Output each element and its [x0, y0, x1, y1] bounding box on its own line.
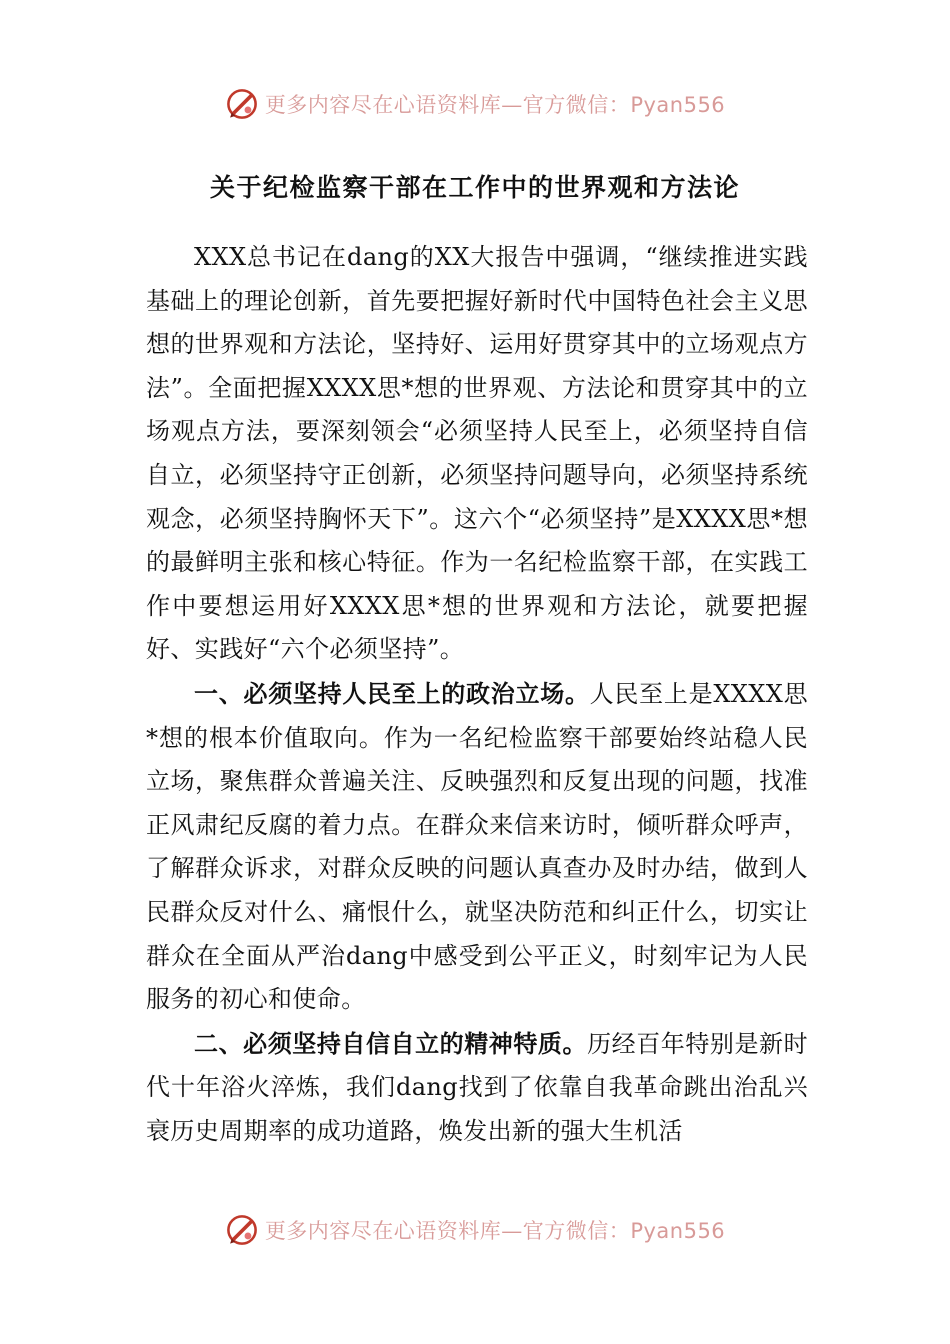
- banner-text: 更多内容尽在心语资料库—官方微信：Pyan556: [264, 93, 726, 117]
- banner-text: 更多内容尽在心语资料库—官方微信：Pyan556: [264, 1219, 726, 1243]
- paragraph-text: XXX总书记在dang的XX大报告中强调，“继续推进实践基础上的理论创新，首先要把握好新时代中国特色社会主义思想的世界观和方法论，坚持好、运用好贯穿其中的立场观点方法”。全面把握XXXX思*想的世界观、方法论和贯穿其中的立场观点方法，要深刻领会“必须坚持人民至上，必须坚持自信自立，必须坚持守正创新，必须坚持问题导向，必须坚持系统观念，必须坚持胸怀天下”。这六个“必须坚持”是XXXX思*想的最鲜明主张和核心特征。作为一名纪检监察干部，在实践工作中要想运用好XXXX思*想的世界观和方法论，就要把握好、实践好“六个必须坚持”。: [146, 243, 808, 664]
- header-banner: [0, 84, 950, 124]
- document-title: 关于纪检监察干部在工作中的世界观和方法论: [209, 173, 740, 202]
- banner-account: Pyan556: [630, 93, 726, 117]
- pen-logo-icon: [225, 1213, 259, 1247]
- footer-banner: [0, 1210, 950, 1250]
- paragraph-section-2: [146, 1022, 808, 1154]
- pen-logo-icon: [225, 87, 259, 121]
- section-heading: 一、必须坚持人民至上的政治立场。: [194, 678, 590, 708]
- section-heading: 二、必须坚持自信自立的精神特质。: [194, 1028, 588, 1058]
- banner-account: Pyan556: [630, 1219, 726, 1243]
- paragraph-section-1: [146, 672, 808, 1022]
- document-body: [146, 236, 808, 1153]
- paragraph-text: 历经百年特别是新时代十年浴火淬炼，我们dang找到了依靠自我革命跳出治乱兴衰历史周期率的成功道路，焕发出新的强大生机活: [146, 1029, 808, 1145]
- paragraph-intro: [146, 236, 808, 672]
- paragraph-text: 人民至上是XXXX思*想的根本价值取向。作为一名纪检监察干部要始终站稳人民立场，聚焦群众普遍关注、反映强烈和反复出现的问题，找准正风肃纪反腐的着力点。在群众来信来访时，倾听群众呼声，了解群众诉求，对群众反映的问题认真查办及时办结，做到人民群众反对什么、痛恨什么，就坚决防范和纠正什么，切实让群众在全面从严治dang中感受到公平正义，时刻牢记为人民服务的初心和使命。: [146, 679, 808, 1014]
